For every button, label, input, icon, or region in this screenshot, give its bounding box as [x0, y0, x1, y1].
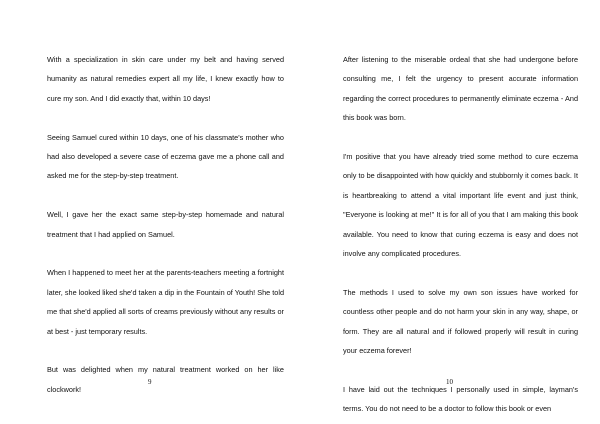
- page-number: 10: [446, 378, 453, 386]
- right-page-text: [343, 50, 578, 419]
- paragraph: I have laid out the techniques I personally used in simple, layman's terms. You do not need to be a doctor to follow this book or even: [343, 384, 578, 414]
- paragraph: With a specialization in skin care under my belt and having served humanity as natural remedies expert all my life, I knew exactly how to cure my son. And I did exactly that, within 10 days!: [47, 55, 284, 103]
- paragraph: I'm positive that you have already tried some method to cure eczema only to be disappointed with how quickly and stubbornly it comes back. It is heartbreaking to attend a vital important life event and just think, "Everyone is looking at me!" It is for all of you that I am making this book available. You need to know that curing eczema is easy and does not involve any complicated procedures.: [343, 152, 578, 259]
- paragraph: Well, I gave her the exact same step-by-step homemade and natural treatment that I had applied on Samuel.: [47, 210, 284, 239]
- page-number: 9: [148, 378, 152, 386]
- paragraph: But was delighted when my natural treatment worked on her like clockwork!: [47, 365, 284, 394]
- paragraph: Seeing Samuel cured within 10 days, one of his classmate's mother who had also developed a severe case of eczema gave me a phone call and asked me for the step-by-step treatment.: [47, 132, 284, 181]
- right-page: [300, 0, 600, 424]
- paragraph: After listening to the miserable ordeal that she had undergone before consulting me, I felt the urgency to present accurate information regarding the correct procedures to permanently eliminate eczema - And this book was born.: [343, 55, 578, 123]
- paragraph: When I happened to meet her at the parents-teachers meeting a fortnight later, she looked liked she'd taken a dip in the Fountain of Youth! She told me that she'd applied all sorts of creams previously without any results or at best - just temporary results.: [47, 268, 284, 336]
- left-page-text: [47, 50, 284, 399]
- paragraph: The methods I used to solve my own son issues have worked for countless other people and do not harm your skin in any way, shape, or form. They are all natural and if followed properly will result in curing your eczema forever!: [343, 287, 578, 356]
